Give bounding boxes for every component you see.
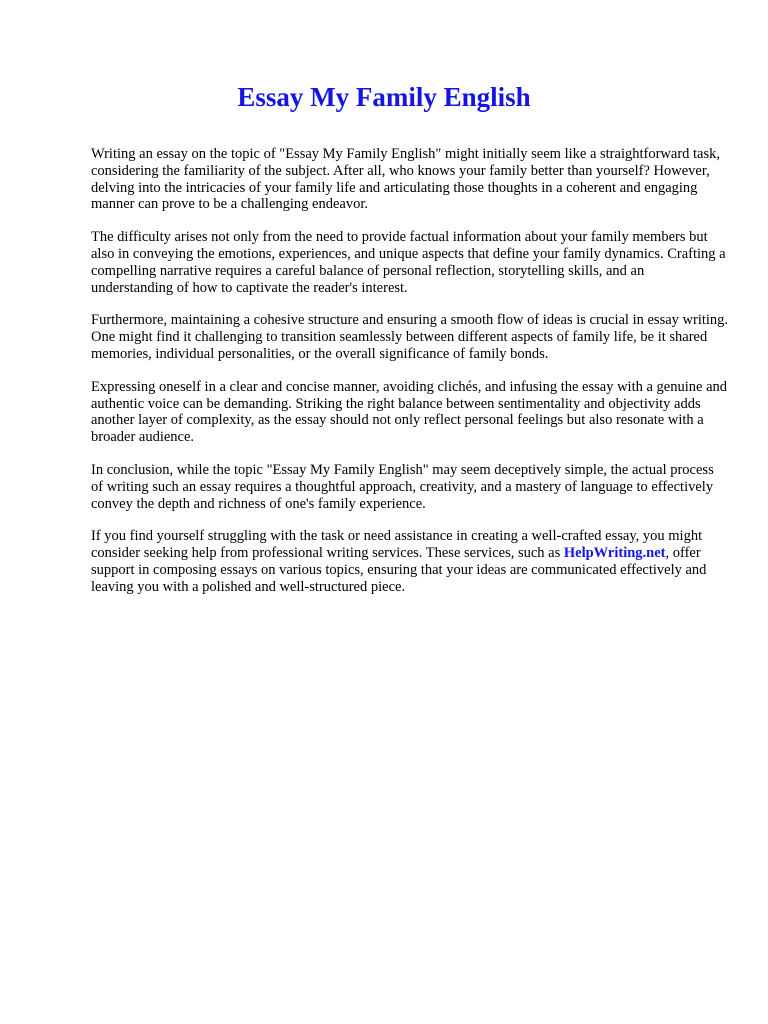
- paragraph-4: Expressing oneself in a clear and concise manner, avoiding clichés, and infusing the essay with a genuine and authentic voice can be demanding. Striking the right balance between sentimentality and objectivity adds another layer of complexity, as the essay should not only reflect personal feelings but also resonate with a broader audience.: [91, 378, 728, 446]
- page-title: Essay My Family English: [237, 82, 531, 112]
- paragraph-2: The difficulty arises not only from the need to provide factual information about your family members but also in conveying the emotions, experiences, and unique aspects that define your family dynamics. Crafting a compelling narrative requires a careful balance of personal reflection, storytelling skills, and an understanding of how to captivate the reader's interest.: [91, 229, 726, 296]
- paragraph-3: Furthermore, maintaining a cohesive structure and ensuring a smooth flow of ideas is crucial in essay writing. One might find it challenging to transition seamlessly between different aspects of family life, be it shared memories, individual personalities, or the overall significance of family bonds.: [91, 312, 729, 362]
- paragraph-5: In conclusion, while the topic "Essay My Family English" may seem deceptively simple, the actual process of writing such an essay requires a thoughtful approach, creativity, and a mastery of language to effectively convey the depth and richness of one's family experience.: [91, 461, 714, 512]
- paragraph-6-text-after-link: , offer support in composing essays on various topics, ensuring that your ideas are communicated effectively and leaving you with a polished and well-structured piece.: [91, 545, 707, 595]
- paragraph-6-text-before-link: If you find yourself struggling with the task or need assistance in creating a well-crafted essay, you might consider seeking help from professional writing services. These services, such as: [91, 528, 703, 562]
- essay-body: [91, 146, 729, 612]
- helpwriting-link[interactable]: HelpWriting.net: [563, 545, 666, 562]
- paragraph-1: Writing an essay on the topic of "Essay My Family English" might initially seem like a straightforward task, considering the familiarity of the subject. After all, who knows your family better than yourself? However, delving into the intricacies of your family life and articulating those thoughts in a coherent and engaging manner can prove to be a challenging endeavor.: [91, 146, 721, 213]
- paragraph-6: [91, 528, 729, 595]
